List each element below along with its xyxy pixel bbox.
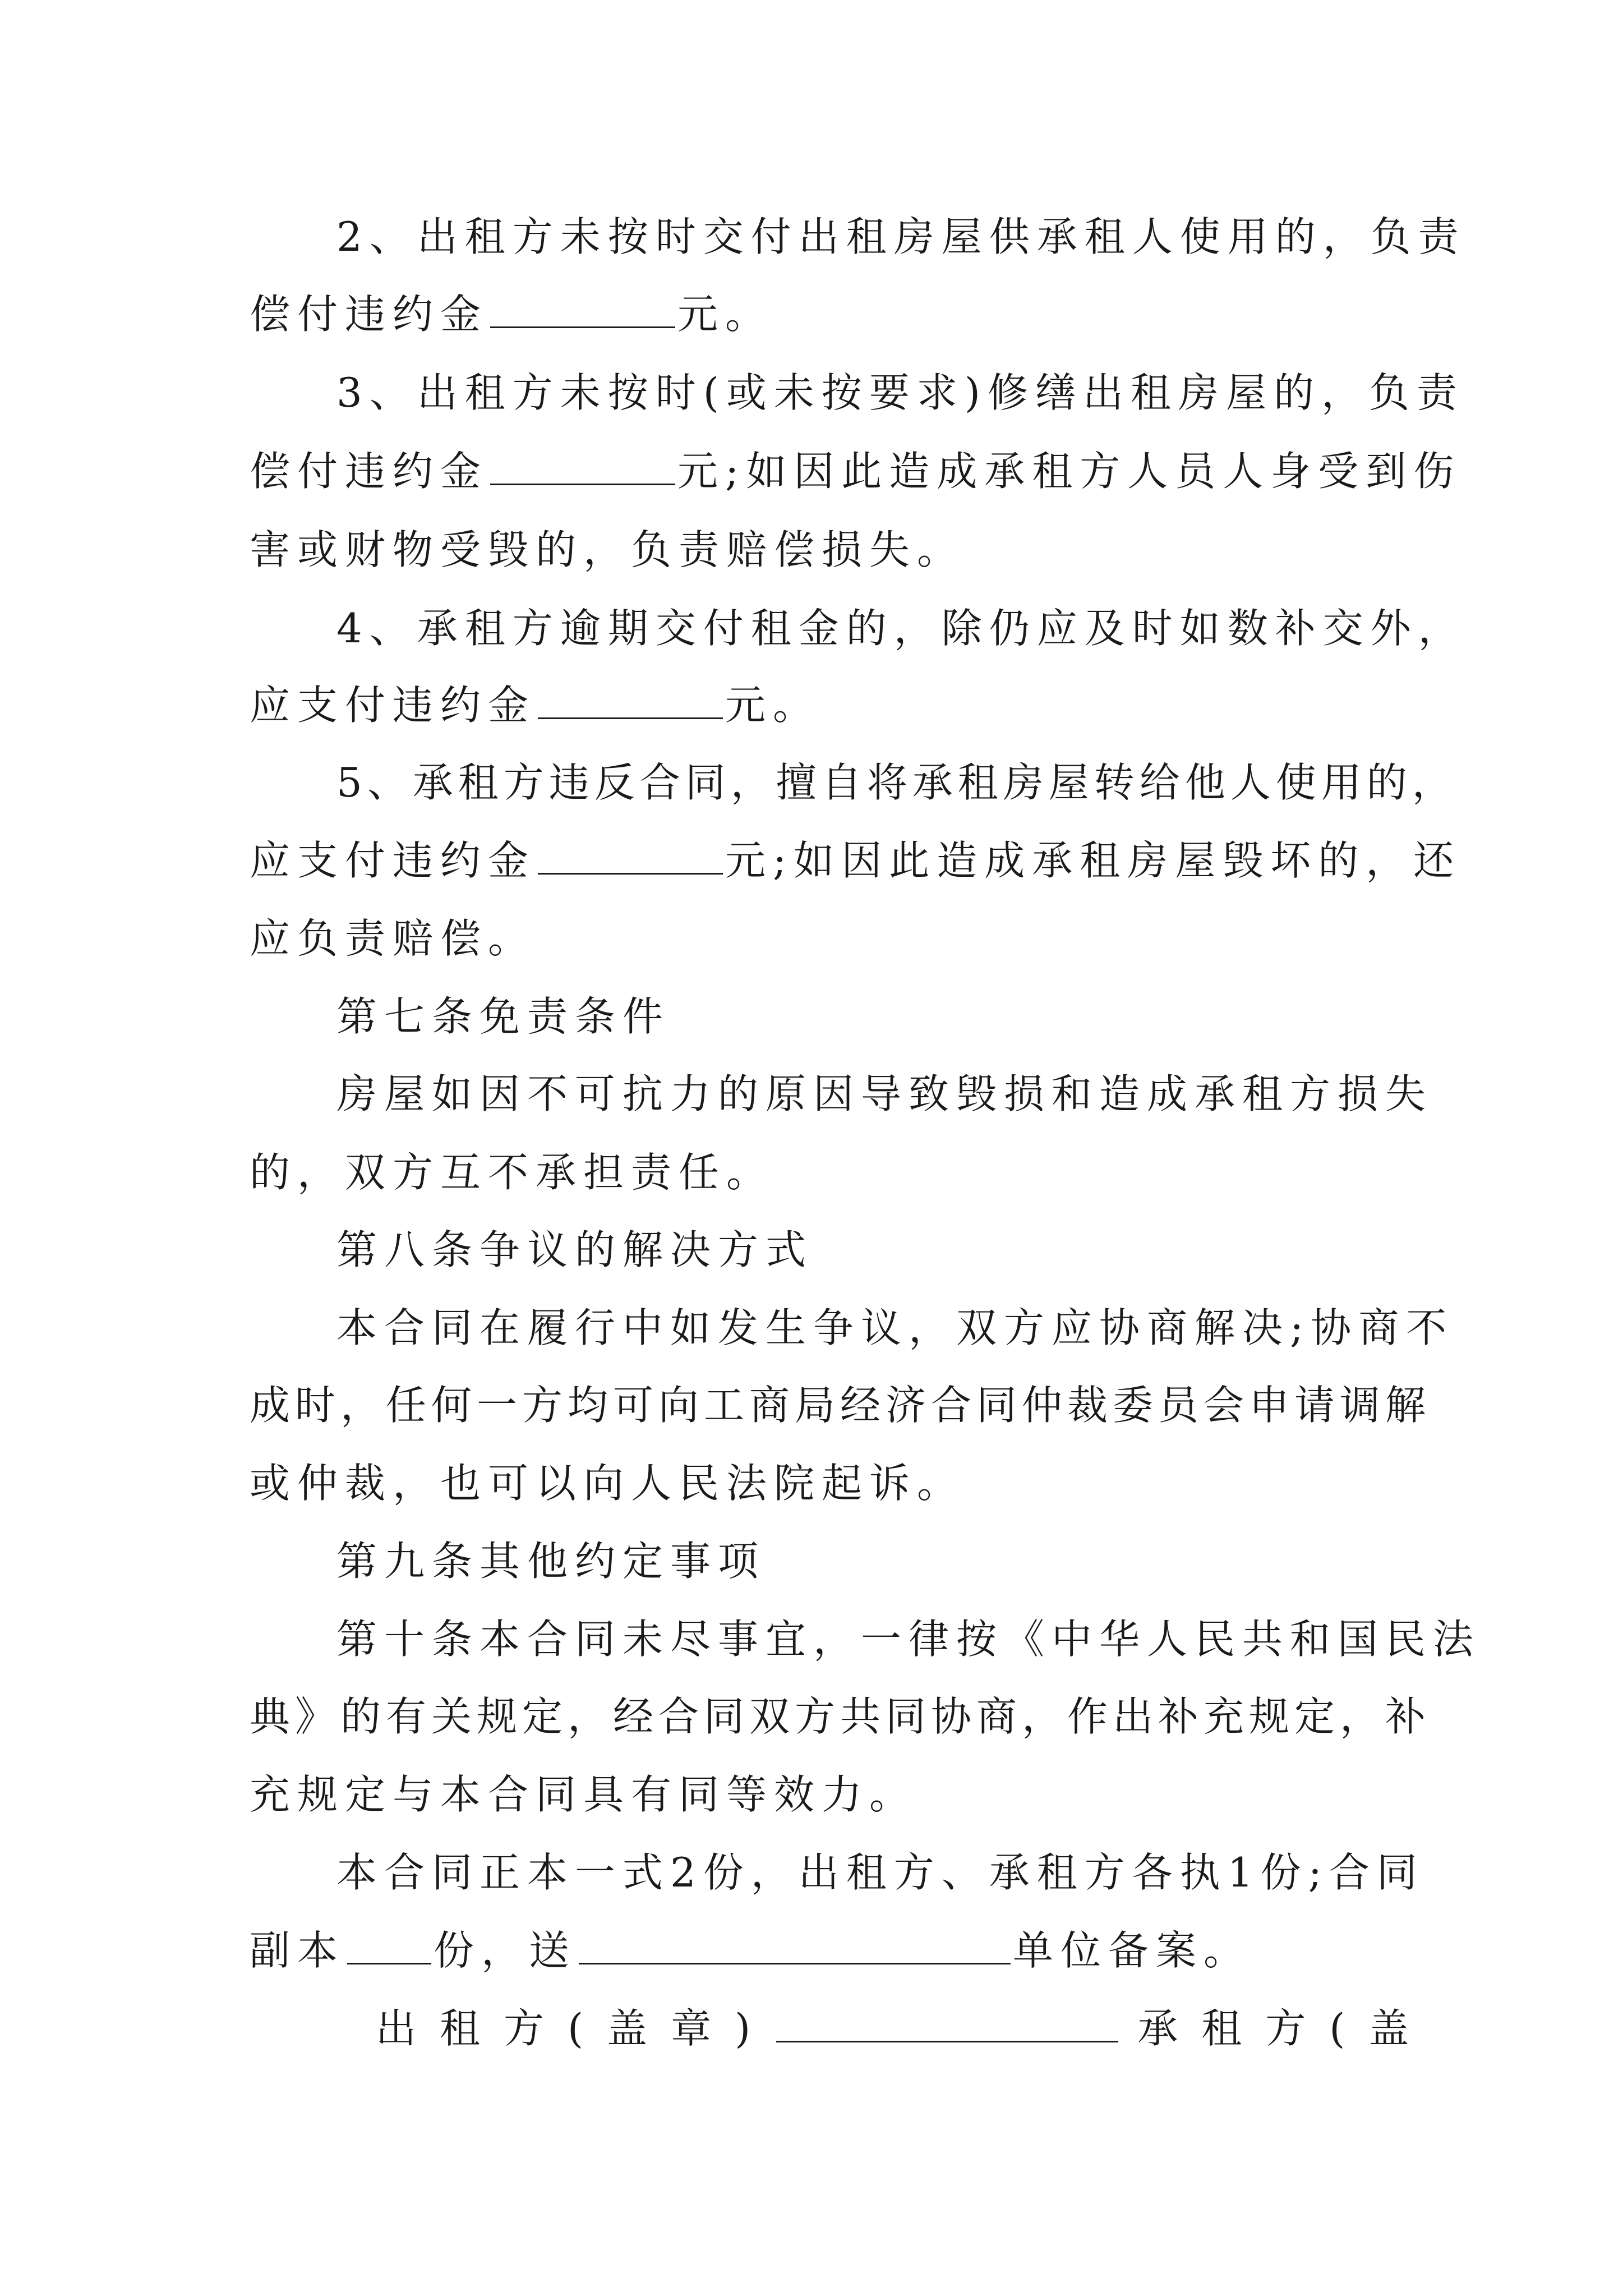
clause-3-line-2	[250, 443, 1461, 499]
clause-3-text-a: 偿付违约金	[250, 448, 488, 495]
lessor-label: 出租方(盖章)	[376, 2005, 774, 2052]
clause-3-line-3: 害或财物受毁的，负责赔偿损失。	[250, 526, 965, 573]
clause-4-line-1: 4、承租方逾期交付租金的，除仍应及时如数补交外，	[336, 605, 1466, 652]
copies-count-blank[interactable]	[347, 1928, 431, 1964]
clause-3-line-1: 3、出租方未按时(或未按要求)修缮出租房屋的，负责	[336, 369, 1464, 416]
article-7-line-1: 房屋如因不可抗力的原因导致毁损和造成承租方损失	[336, 1070, 1433, 1117]
filing-unit-blank[interactable]	[579, 1928, 1011, 1964]
clause-4-line-2	[250, 677, 820, 733]
article-8-line-2: 成时，任何一方均可向工商局经济合同仲裁委员会申请调解	[250, 1382, 1431, 1429]
article-7-heading: 第七条免责条件	[336, 993, 671, 1040]
article-7-line-2: 的，双方互不承担责任。	[250, 1149, 774, 1196]
penalty-blank[interactable]	[490, 449, 675, 485]
clause-5-line-1: 5、承租方违反合同，擅自将承租房屋转给他人使用的，	[336, 759, 1458, 806]
clause-2-text-b: 元。	[677, 291, 773, 338]
copies-line-1: 本合同正本一式2份，出租方、承租方各执1份;合同	[336, 1849, 1424, 1896]
copies-text-a: 副本	[250, 1927, 345, 1974]
lessor-signature-blank[interactable]	[776, 2006, 1118, 2042]
signature-line	[376, 2000, 1432, 2056]
clause-4-text-a: 应支付违约金	[250, 682, 536, 729]
clause-2-text-a: 偿付违约金	[250, 291, 488, 338]
clause-3-text-b: 元;如因此造成承租方人员人身受到伤	[677, 448, 1461, 495]
article-10-line-1: 第十条本合同未尽事宜，一律按《中华人民共和国民法	[336, 1616, 1481, 1663]
clause-5-text-b: 元;如因此造成承租房屋毁坏的，还	[725, 837, 1461, 884]
article-10-line-2: 典》的有关规定，经合同双方共同协商，作出补充规定，补	[250, 1693, 1431, 1740]
penalty-blank[interactable]	[538, 838, 723, 875]
lessee-label: 承租方(盖	[1137, 2005, 1433, 2052]
copies-line-2	[250, 1922, 1251, 1978]
penalty-blank[interactable]	[490, 292, 675, 328]
copies-text-c: 单位备案。	[1013, 1927, 1252, 1974]
clause-5-text-a: 应支付违约金	[250, 837, 536, 884]
article-9-heading: 第九条其他约定事项	[336, 1538, 766, 1585]
clause-5-line-2	[250, 832, 1461, 889]
clause-2-line-2	[250, 286, 773, 342]
clause-2-line-1: 2、出租方未按时交付出租房屋供承租人使用的，负责	[336, 213, 1466, 260]
clause-4-text-b: 元。	[725, 682, 821, 729]
article-8-heading: 第八条争议的解决方式	[336, 1226, 814, 1273]
copies-text-b: 份，送	[434, 1927, 577, 1974]
clause-5-line-3: 应负责赔偿。	[250, 915, 536, 962]
article-8-line-3: 或仲裁，也可以向人民法院起诉。	[250, 1460, 965, 1507]
penalty-blank[interactable]	[538, 683, 723, 719]
article-10-line-3: 充规定与本合同具有同等效力。	[250, 1771, 917, 1818]
article-8-line-1: 本合同在履行中如发生争议，双方应协商解决;协商不	[336, 1304, 1454, 1351]
